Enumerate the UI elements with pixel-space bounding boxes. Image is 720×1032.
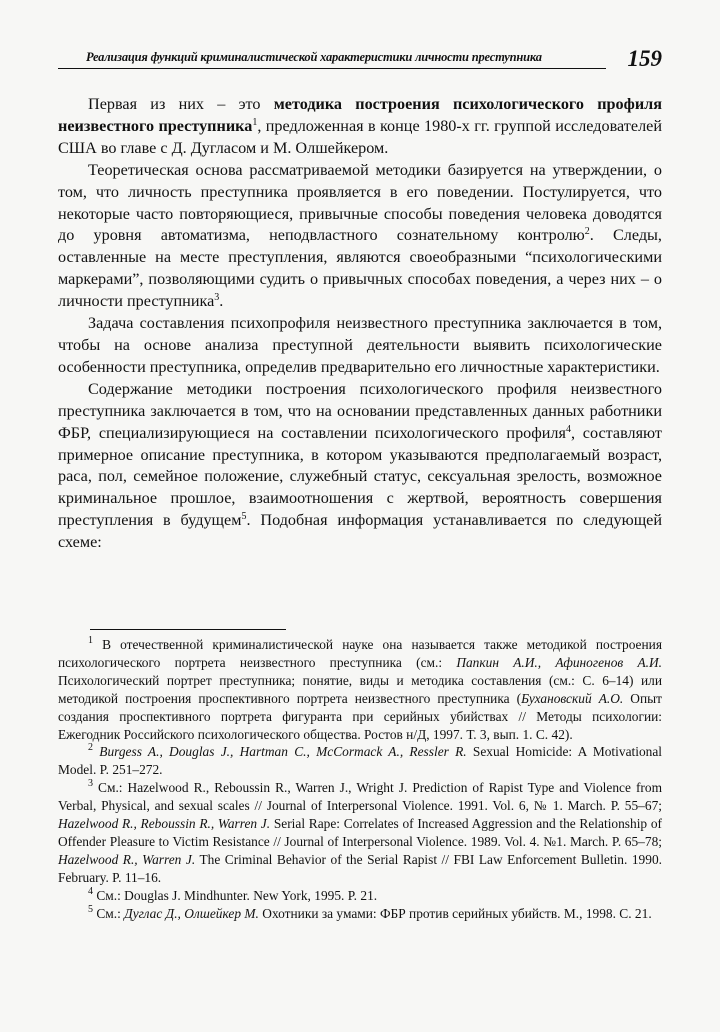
footnote-ref-5: 5 xyxy=(241,511,247,523)
main-text xyxy=(58,94,662,554)
paragraph-2: Теоретическая основа рассматриваемой методики базируется на утверждении, о том, что личность преступника проявляется в его поведении. Постулируется, что некоторые часто повторяющиеся, привычные способы поведения человека доводятся до уровня автоматизма, неподвластного сознательному контролю$^2$. Следы, оставленные на месте преступления, являются своеобразными “психологическими маркерами”, позволяющими судить о привычных способах поведения, а через них – о личности преступника$^3$. xyxy=(58,160,662,311)
footnote-ref-1: 1 xyxy=(252,116,258,128)
footnote-ref-4: 4 xyxy=(565,423,571,435)
footnote-1: $^1$ В отечественной криминалистической науке она называется также методикой построения психологического портрета неизвестного преступника (см.: Папкин А.И., Афиногенов А.И. Психологический портрет преступника; понятие, виды и методика составления (см.: С. 6–14) или методикой построения проспективного портрета неизвестного преступника (Бухановский А.О. Опыт создания проспективного портрета фигуранта при серийных убийствах // Методы психологии: Ежегодник Российского психологического общества. Ростов н/Д, 1997. Т. 3, вып. 1. С. 42). xyxy=(58,635,662,742)
page-number: 159 xyxy=(627,46,662,71)
footnote-3: $^3$ См.: Hazelwood R., Reboussin R., Warren J., Wright J. Prediction of Rapist Type and Violence from Verbal, Physical, and sexual scales // Journal of Interpersonal Violence. 1991. Vol. 6, № 1. March. P. 55–67; Hazelwood R., Reboussin R., Warren J. Serial Rape: Correlates of Increased Aggression and the Relationship of Offender Pleasure to Victim Resistance // Journal of Interpersonal Violence. 1989. Vol. 4. №1. March. P. 65–78; Hazelwood R., Warren J. The Criminal Behavior of the Serial Rapist // FBI Law Enforcement Bulletin. 1990. February. P. 11–16. xyxy=(58,778,662,885)
footnote-2: $^2$ Burgess A., Douglas J., Hartman C., McCormack A., Ressler R. Sexual Homicide: A Motivational Model. P. 251–272. xyxy=(58,742,663,778)
footnote-5: $^5$ См.: Дуглас Д., Олшейкер М. Охотники за умами: ФБР против серийных убийств. М., 1998. С. 21. xyxy=(88,903,652,921)
paragraph-1: Первая из них – это методика построения психологического профиля неизвестного преступника$^1$, предложенная в конце 1980-х гг. группой исследователей США во главе с Д. Дугласом и М. Олшейкером. xyxy=(58,95,662,157)
footnotes xyxy=(58,636,662,923)
footnote-ref-3: 3 xyxy=(214,292,220,304)
running-title: Реализация функций криминалистической характеристики личности преступника xyxy=(86,50,542,64)
paragraph-3: Задача составления психопрофиля неизвестного преступника заключается в том, чтобы на основе анализа преступной деятельности выявить психологические особенности преступника, определив предварительно его личностные характеристики. xyxy=(58,314,662,376)
footnote-ref-2: 2 xyxy=(584,226,590,238)
footnote-rule xyxy=(90,629,286,630)
header-rule xyxy=(58,68,606,69)
footnote-4: $^4$ См.: Douglas J. Mindhunter. New York, 1995. P. 21. xyxy=(88,885,378,903)
paragraph-4: Содержание методики построения психологического профиля неизвестного преступника заключается в том, что на основании представленных данных работники ФБР, специализирующиеся на составлении психологического профиля$^4$, составляют примерное описание преступника, в котором указываются предполагаемый возраст, раса, пол, семейное положение, служебный статус, сексуальная зрелость, возможное криминальное прошлое, взаимоотношения с жертвой, вероятность совершения преступления в будущем$^5$. Подобная информация устанавливается по следующей схеме: xyxy=(58,379,663,552)
page-header xyxy=(58,46,662,76)
method-name: методика построения психологического профиля неизвестного преступника xyxy=(58,95,662,135)
